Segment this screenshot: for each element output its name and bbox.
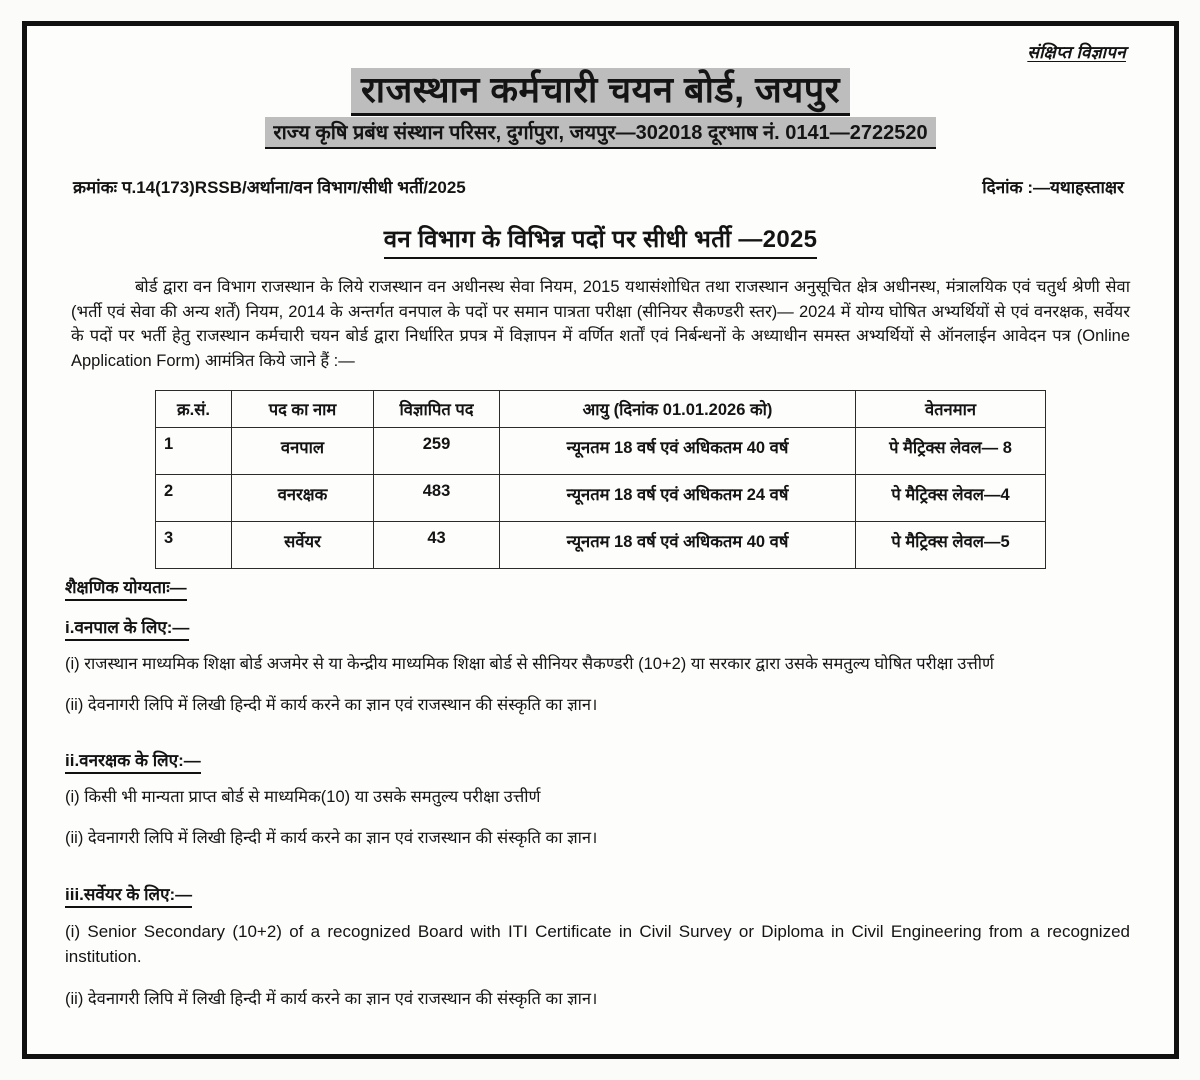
organization-title: राजस्थान कर्मचारी चयन बोर्ड, जयपुर [351, 68, 850, 116]
table-header-serial: क्र.सं. [156, 390, 232, 427]
organization-address-row [65, 117, 1136, 149]
organization-address: राज्य कृषि प्रबंध संस्थान परिसर, दुर्गापुरा, जयपुर—302018 दूरभाष नं. 0141—2722520 [265, 117, 935, 149]
document-heading: वन विभाग के विभिन्न पदों पर सीधी भर्ती —2025 [384, 222, 818, 259]
qualification-point-vanrakshak-2: (ii) देवनागरी लिपि में लिखी हिन्दी में कार्य करने का ज्ञान एवं राजस्थान की संस्कृति का ज्ञान। [65, 829, 598, 848]
qualification-heading-vanrakshak: ii.वनरक्षक के लिए:— [65, 748, 201, 774]
posts-table [155, 390, 1046, 569]
table-header-post-name: पद का नाम [232, 390, 374, 427]
qualifications-section [65, 569, 1136, 1012]
qualification-point-vanpal-2: (ii) देवनागरी लिपि में लिखी हिन्दी में कार्य करने का ज्ञान एवं राजस्थान की संस्कृति का ज्ञान। [65, 695, 598, 714]
reference-and-date-row [65, 175, 1136, 198]
table-header-pay-scale: वेतनमान [856, 390, 1046, 427]
date-label: दिनांक :—यथाहस्ताक्षर [982, 178, 1124, 198]
cell-advertised-posts: 259 [374, 427, 500, 474]
qualification-point-surveyor-2: (ii) देवनागरी लिपि में लिखी हिन्दी में कार्य करने का ज्ञान एवं राजस्थान की संस्कृति का ज्ञान। [65, 989, 598, 1008]
qualifications-title: शैक्षणिक योग्यताः— [65, 575, 187, 601]
cell-serial: 3 [156, 521, 232, 568]
qualification-point-surveyor-1: (i) Senior Secondary (10+2) of a recognized Board with ITI Certificate in Civil Survey or Diploma in Civil Engineering from a recognized institution. [65, 921, 1130, 967]
table-header-row [156, 390, 1046, 427]
cell-pay-scale: पे मैट्रिक्स लेवल—4 [856, 474, 1046, 521]
cell-pay-scale: पे मैट्रिक्स लेवल— 8 [856, 427, 1046, 474]
table-row [156, 521, 1046, 568]
cell-advertised-posts: 483 [374, 474, 500, 521]
table-row [156, 474, 1046, 521]
qualification-point-vanpal-1: (i) राजस्थान माध्यमिक शिक्षा बोर्ड अजमेर से या केन्द्रीय माध्यमिक शिक्षा बोर्ड से सीनियर सैकण्डरी (10+2) या सरकार द्वारा उसके समतुल्य घोषित परीक्षा उत्तीर्ण [65, 654, 994, 673]
cell-pay-scale: पे मैट्रिक्स लेवल—5 [856, 521, 1046, 568]
cell-age-limit: न्यूनतम 18 वर्ष एवं अधिकतम 40 वर्ष [500, 427, 856, 474]
document-heading-row [65, 222, 1136, 259]
brief-advertisement-label: संक्षिप्त विज्ञापन [1027, 43, 1126, 62]
table-row [156, 427, 1046, 474]
cell-post-name: सर्वेयर [232, 521, 374, 568]
cell-age-limit: न्यूनतम 18 वर्ष एवं अधिकतम 24 वर्ष [500, 474, 856, 521]
table-header-age: आयु (दिनांक 01.01.2026 को) [500, 390, 856, 427]
organization-title-row [65, 68, 1136, 116]
qualification-heading-vanpal: i.वनपाल के लिए:— [65, 615, 189, 641]
qualification-heading-surveyor: iii.सर्वेयर के लिए:— [65, 882, 192, 908]
cell-advertised-posts: 43 [374, 521, 500, 568]
brief-advertisement-row [65, 40, 1136, 66]
cell-post-name: वनरक्षक [232, 474, 374, 521]
cell-serial: 2 [156, 474, 232, 521]
cell-post-name: वनपाल [232, 427, 374, 474]
reference-number: क्रमांकः प.14(173)RSSB/अर्थाना/वन विभाग/सीधी भर्ती/2025 [73, 178, 466, 198]
document-content [27, 26, 1174, 1054]
qualification-point-vanrakshak-1: (i) किसी भी मान्यता प्राप्त बोर्ड से माध्यमिक(10) या उसके समतुल्य परीक्षा उत्तीर्ण [65, 788, 541, 807]
page-frame-border [22, 21, 1179, 1059]
cell-age-limit: न्यूनतम 18 वर्ष एवं अधिकतम 40 वर्ष [500, 521, 856, 568]
introduction-paragraph: बोर्ड द्वारा वन विभाग राजस्थान के लिये राजस्थान वन अधीनस्थ सेवा नियम, 2015 यथासंशोधित तथा राजस्थान अनुसूचित क्षेत्र अधीनस्थ, मंत्रालयिक एवं चतुर्थ श्रेणी सेवा (भर्ती एवं सेवा की अन्य शर्तें) नियम, 2014 के अन्तर्गत वनपाल के पदों पर समान पात्रता परीक्षा (सीनियर सैकण्डरी स्तर)— 2024 में योग्य घोषित अभ्यर्थियों से एवं वनरक्षक, सर्वेयर के पदों पर भर्ती हेतु राजस्थान कर्मचारी चयन बोर्ड द्वारा निर्धारित प्रपत्र में विज्ञापन में वर्णित शर्तों एवं निर्बन्धनों के अध्याधीन समस्त अभ्यर्थियों से ऑनलाईन आवेदन पत्र (Online Application Form) आमंत्रित किये जाने हैं :— [71, 278, 1130, 370]
cell-serial: 1 [156, 427, 232, 474]
table-header-advertised: विज्ञापित पद [374, 390, 500, 427]
